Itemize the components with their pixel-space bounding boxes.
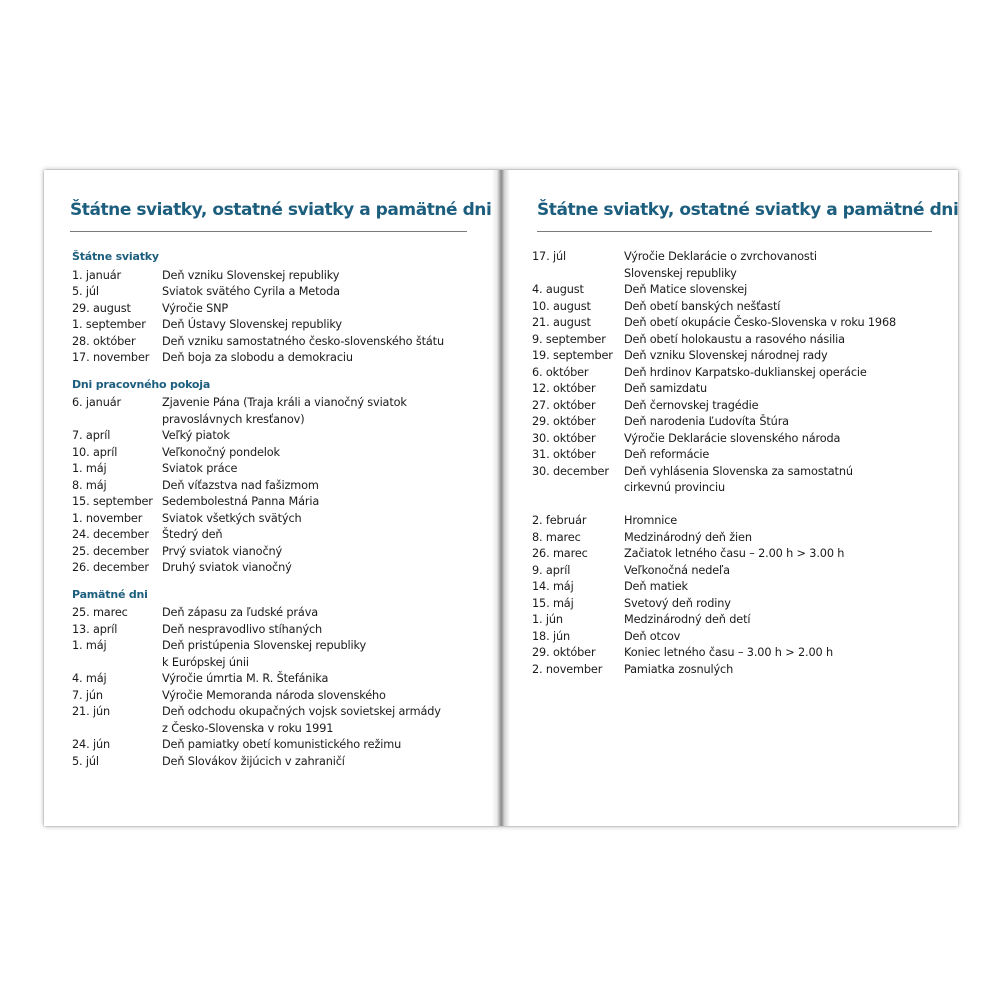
date-label: 10. august: [532, 299, 591, 313]
holiday-name: Deň vzniku Slovenskej republiky: [162, 268, 340, 282]
date-label: 15. september: [72, 495, 153, 508]
holiday-name: Deň víťazstva nad fašizmom: [162, 478, 319, 492]
holiday-name: Deň Ústavy Slovenskej republiky: [162, 318, 342, 331]
list-item: [72, 605, 472, 622]
holiday-name: Deň boja za slobodu a demokraciu: [162, 351, 353, 364]
list-item: [72, 704, 472, 737]
holiday-name: Veľkonočná nedeľa: [624, 563, 730, 577]
list-item: [532, 365, 942, 382]
section-heading-dni-pracovneho-pokoja: Dni pracovného pokoja: [72, 377, 211, 391]
holiday-name: Sedembolestná Panna Mária: [162, 495, 320, 508]
list-item: [532, 431, 942, 448]
date-label: 18. jún: [532, 629, 570, 643]
date-label: 27. október: [532, 398, 596, 412]
list-item: [72, 494, 472, 511]
holiday-name: Deň reformácie: [624, 448, 710, 461]
list-item: [532, 464, 942, 497]
date-label: 1. november: [72, 511, 143, 525]
date-label: 10. apríl: [72, 445, 118, 459]
list-item: [72, 317, 472, 334]
date-label: 2. február: [532, 514, 587, 527]
holiday-name: Deň obetí holokaustu a rasového násilia: [624, 332, 845, 346]
list-item: [72, 754, 472, 771]
date-label: 17. november: [72, 351, 150, 364]
list-item: [72, 301, 472, 318]
list-item: [72, 428, 472, 445]
holiday-name: Sviatok práce: [162, 462, 238, 475]
section-heading-statne-sviatky: Štátne sviatky: [72, 250, 159, 263]
list-item: [532, 530, 942, 547]
list-item: [72, 671, 472, 688]
date-label: 6. október: [532, 365, 589, 379]
list-item: [532, 612, 942, 629]
list-item: [72, 334, 472, 351]
left-page: [44, 170, 499, 826]
date-label: 9. september: [532, 332, 606, 346]
date-label: 4. august: [532, 283, 584, 296]
list-item: [532, 398, 942, 415]
date-label: 26. december: [72, 561, 149, 574]
list-item: [532, 332, 942, 349]
list-item: [532, 348, 942, 365]
list-item: [72, 350, 472, 367]
holiday-name: Deň vyhlásenia Slovenska za samostatnú cirkevnú provinciu: [624, 464, 853, 494]
list-item: [532, 579, 942, 596]
page-title: Štátne sviatky, ostatné sviatky a pamätné dni: [537, 200, 959, 220]
title-underline: [537, 231, 932, 232]
date-label: 17. júl: [532, 250, 566, 263]
date-label: 30. október: [532, 431, 596, 445]
holiday-name: Deň pamiatky obetí komunistického režimu: [162, 738, 402, 751]
holiday-name: Výročie úmrtia M. R. Štefánika: [162, 672, 329, 685]
holiday-name: Deň černovskej tragédie: [624, 398, 759, 412]
title-underline: [70, 231, 467, 232]
holiday-name: Výročie Memoranda národa slovenského: [162, 688, 386, 702]
date-label: 24. jún: [72, 738, 110, 751]
right-page: [503, 170, 958, 826]
date-label: 19. september: [532, 349, 613, 362]
date-label: 5. júl: [72, 285, 99, 298]
list-item: [72, 622, 472, 639]
holiday-name: Svetový deň rodiny: [624, 596, 731, 610]
page-title: Štátne sviatky, ostatné sviatky a pamätné dni: [70, 200, 492, 220]
date-label: 4. máj: [72, 672, 107, 685]
date-label: 30. december: [532, 464, 609, 478]
date-label: 28. október: [72, 334, 136, 348]
list-item: [532, 546, 942, 563]
list-item: [532, 447, 942, 464]
holiday-name: Deň obetí okupácie Česko-Slovenska v roku 1968: [624, 316, 897, 329]
holiday-name: Deň nespravodlivo stíhaných: [162, 622, 323, 636]
holiday-name: Výročie Deklarácie o zvrchovanosti Slovenskej republiky: [624, 250, 817, 280]
date-label: 13. apríl: [72, 622, 118, 636]
holiday-name: Sviatok svätého Cyrila a Metoda: [162, 285, 340, 298]
booklet-spread: [44, 170, 958, 826]
date-label: 29. október: [532, 415, 596, 428]
holiday-name: Deň Matice slovenskej: [624, 283, 748, 296]
holiday-name: Deň narodenia Ľudovíta Štúra: [624, 415, 789, 428]
holiday-name: Medzinárodný deň detí: [624, 613, 751, 626]
list-item: [532, 596, 942, 613]
holiday-name: Veľký piatok: [162, 429, 230, 442]
date-label: 2. november: [532, 662, 603, 676]
holiday-name: Začiatok letného času – 2.00 h > 3.00 h: [624, 547, 845, 560]
holiday-name: Deň vzniku samostatného česko-slovenského štátu: [162, 334, 444, 348]
date-label: 14. máj: [532, 580, 574, 593]
date-label: 21. august: [532, 316, 591, 329]
date-label: 29. október: [532, 646, 596, 659]
list-item: [532, 414, 942, 431]
list-item: [532, 662, 942, 679]
list-item: [72, 737, 472, 754]
date-label: 1. máj: [72, 639, 107, 652]
holiday-name: Štedrý deň: [162, 528, 223, 541]
holiday-name: Veľkonočný pondelok: [162, 445, 280, 459]
date-label: 26. marec: [532, 547, 588, 560]
list-item: [532, 299, 942, 316]
holiday-name: Zjavenie Pána (Traja králi a vianočný sviatok pravoslávnych kresťanov): [162, 396, 407, 426]
list-item: [72, 284, 472, 301]
date-label: 7. apríl: [72, 429, 111, 442]
list-item: [532, 513, 942, 530]
list-item: [72, 544, 472, 561]
left-page-content: [72, 249, 472, 770]
holiday-name: Deň hrdinov Karpatsko-duklianskej operácie: [624, 365, 867, 379]
holiday-name: Hromnice: [624, 514, 678, 527]
list-item: [72, 461, 472, 478]
holiday-name: Medzinárodný deň žien: [624, 530, 752, 544]
list-item: [532, 381, 942, 398]
section-heading-pamatne-dni: Pamätné dni: [72, 587, 148, 601]
holiday-name: Sviatok všetkých svätých: [162, 511, 302, 525]
list-item: [532, 629, 942, 646]
list-item: [532, 282, 942, 299]
holiday-name: Deň pristúpenia Slovenskej republiky k Európskej únii: [162, 639, 367, 669]
list-item: [72, 560, 472, 577]
holiday-name: Deň Slovákov žijúcich v zahraničí: [162, 754, 345, 768]
date-label: 7. jún: [72, 688, 103, 702]
date-label: 6. január: [72, 396, 121, 409]
holiday-name: Deň otcov: [624, 629, 681, 643]
holiday-name: Deň vzniku Slovenskej národnej rady: [624, 349, 828, 362]
date-label: 25. marec: [72, 606, 128, 619]
list-item: [72, 511, 472, 528]
book-spine-fold: [492, 170, 510, 826]
right-page-content: [532, 249, 942, 678]
list-item: [532, 249, 942, 282]
date-label: 1. január: [72, 268, 121, 282]
list-item: [72, 688, 472, 705]
list-item: [72, 638, 472, 671]
date-label: 21. jún: [72, 705, 110, 718]
list-item: [72, 527, 472, 544]
list-item: [532, 563, 942, 580]
holiday-name: Pamiatka zosnulých: [624, 662, 734, 676]
date-label: 1. september: [72, 318, 146, 331]
date-label: 1. máj: [72, 462, 107, 475]
holiday-name: Deň odchodu okupačných vojsk sovietskej armády z Česko-Slovenska v roku 1991: [162, 705, 441, 735]
list-item: [532, 645, 942, 662]
date-label: 9. apríl: [532, 563, 571, 577]
list-item: [532, 315, 942, 332]
holiday-name: Výročie SNP: [162, 301, 229, 315]
holiday-name: Deň obetí banských nešťastí: [624, 299, 781, 313]
holiday-name: Výročie Deklarácie slovenského národa: [624, 431, 841, 445]
date-label: 25. december: [72, 544, 149, 558]
list-item: [72, 395, 472, 428]
date-label: 12. október: [532, 382, 596, 395]
list-item: [72, 445, 472, 462]
holiday-name: Deň matiek: [624, 580, 688, 593]
date-label: 5. júl: [72, 754, 99, 768]
date-label: 8. máj: [72, 478, 107, 492]
holiday-name: Koniec letného času – 3.00 h > 2.00 h: [624, 646, 834, 659]
date-label: 8. marec: [532, 530, 581, 544]
date-label: 31. október: [532, 448, 596, 461]
holiday-name: Druhý sviatok vianočný: [162, 561, 292, 574]
date-label: 24. december: [72, 528, 149, 541]
date-label: 15. máj: [532, 596, 574, 610]
holiday-name: Deň zápasu za ľudské práva: [162, 606, 319, 619]
list-item: [72, 268, 472, 285]
list-item: [72, 478, 472, 495]
holiday-name: Prvý sviatok vianočný: [162, 544, 283, 558]
holiday-name: Deň samizdatu: [624, 382, 708, 395]
date-label: 29. august: [72, 301, 131, 315]
date-label: 1. jún: [532, 613, 563, 626]
